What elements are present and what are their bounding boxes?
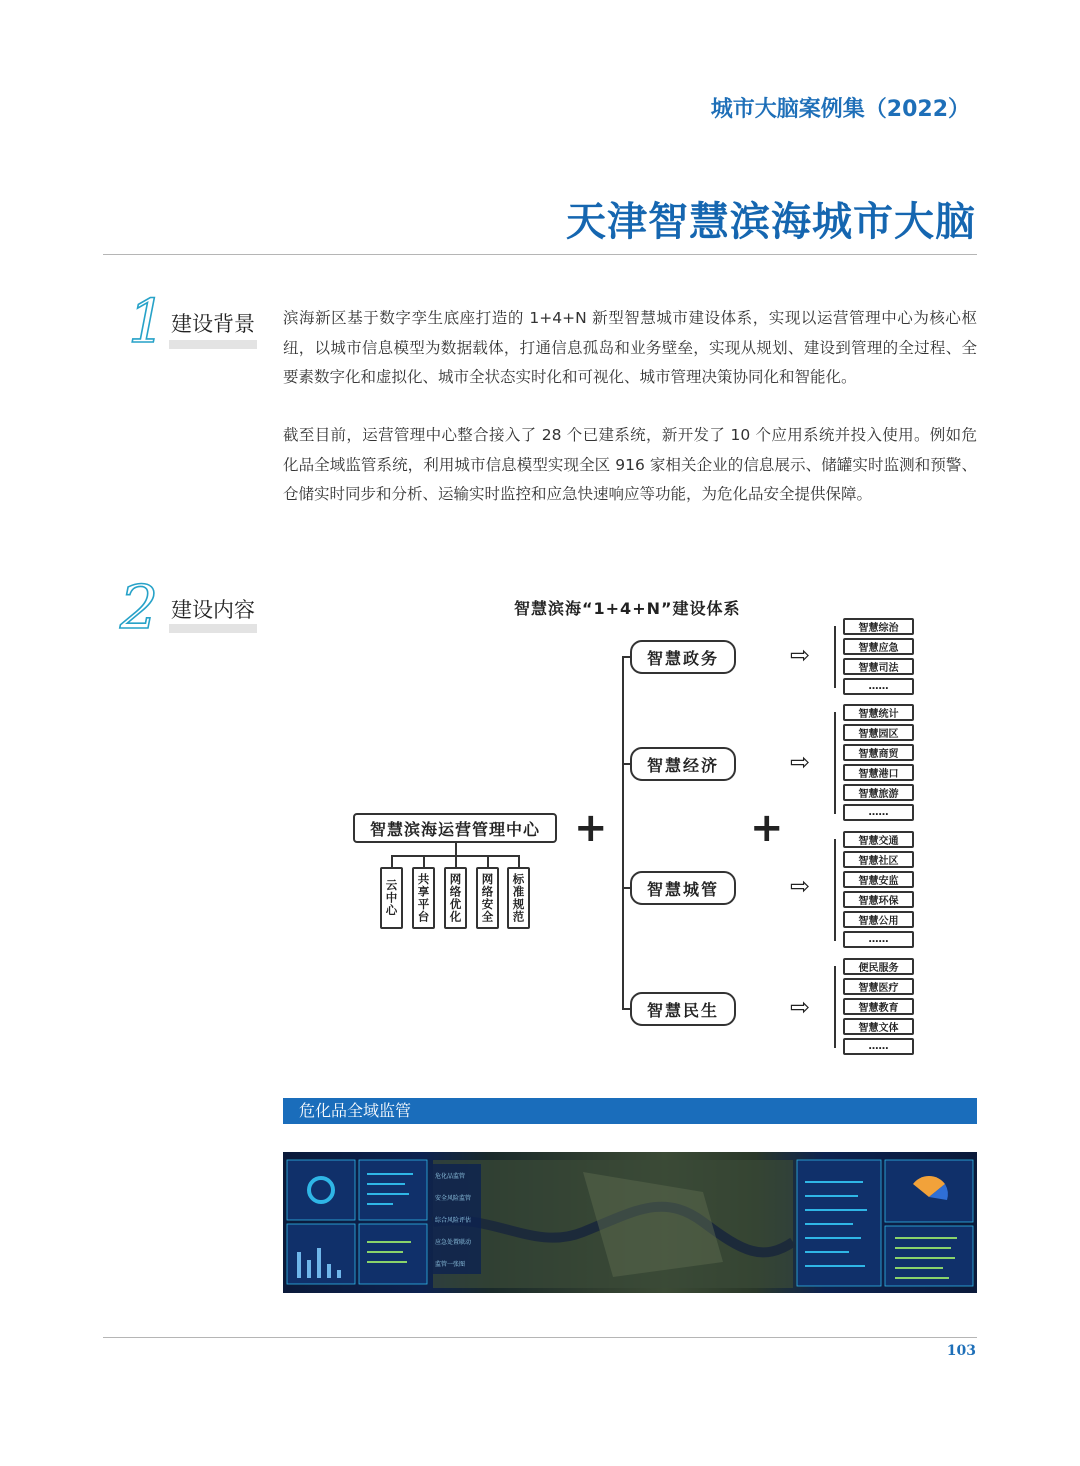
sub-item-box: 智慧司法: [843, 658, 914, 675]
dashboard-screenshot: [283, 1152, 977, 1293]
sub-item-box: 智慧统计: [843, 704, 914, 721]
sub-item-box: ……: [843, 1038, 914, 1055]
pillar-box: 共享平台: [412, 867, 435, 929]
dashboard-menu: [435, 1166, 479, 1276]
sub-item-box: 智慧交通: [843, 831, 914, 848]
sub-item-box: 智慧园区: [843, 724, 914, 741]
left-panel: [359, 1224, 427, 1284]
page-title: 天津智慧滨海城市大脑: [566, 199, 976, 245]
arrow-icon: ⇨: [790, 993, 811, 1021]
sub-bracket: [834, 966, 836, 1048]
arrow-icon: ⇨: [790, 748, 811, 776]
section-1-paragraph-1: 滨海新区基于数字孪生底座打造的 1+4+N 新型智慧城市建设体系，实现以运营管理中心为核心枢纽，以城市信息模型为数据载体，打通信息孤岛和业务壁垒，实现从规划、建设到管理的全过程、全要素数字化和虚拟化、城市全状态实时化和可视化、城市管理决策协同化和智能化。: [283, 309, 977, 386]
section-1-paragraph-2: 截至目前，运营管理中心整合接入了 28 个已建系统，新开发了 10 个应用系统并投入使用。例如危化品全域监管系统，利用城市信息模型实现全区 916 家相关企业的信息展示、储罐实时监测和预警、仓储实时同步和分析、运输实时监控和应急快速响应等功能，为危化品安全提供保障。: [283, 426, 977, 503]
sub-item-box: 智慧综治: [843, 618, 914, 635]
sub-item-box: 智慧公用: [843, 911, 914, 928]
title-divider: [103, 254, 977, 255]
center-box: 智慧滨海运营管理中心: [353, 813, 557, 843]
center-connector: [455, 843, 457, 855]
sub-item-box: 便民服务: [843, 958, 914, 975]
menu-item[interactable]: 应急处置联动: [435, 1239, 472, 1246]
plus-sign: +: [574, 805, 608, 851]
diagram-title: 智慧滨海“1+4+N”建设体系: [514, 599, 741, 618]
section-1-number: 1: [128, 287, 167, 357]
sub-bracket: [834, 839, 836, 941]
section-2-title-bar: [169, 624, 257, 633]
figure-caption-bar: 危化品全域监管: [283, 1098, 977, 1124]
branch-box-livelihood: 智慧民生: [630, 992, 736, 1026]
pillar-tick: [391, 855, 393, 867]
sub-item-box: 智慧医疗: [843, 978, 914, 995]
section-2-number: 2: [120, 573, 159, 643]
pillar-box: 标准规范: [507, 867, 530, 929]
pillar-box: 网络安全: [476, 867, 499, 929]
branch-trunk: [622, 657, 624, 1009]
menu-item[interactable]: 综合风险评估: [435, 1217, 472, 1224]
mini-bar: [297, 1252, 301, 1278]
sub-item-box: 智慧环保: [843, 891, 914, 908]
sub-item-box: 智慧社区: [843, 851, 914, 868]
mini-bar: [337, 1270, 341, 1278]
mini-bar: [317, 1248, 321, 1278]
menu-item[interactable]: 安全风险监管: [435, 1195, 472, 1202]
pillar-tick: [518, 855, 520, 867]
dashboard-graphic: [283, 1152, 977, 1293]
pillar-box: 网络优化: [444, 867, 467, 929]
running-head: 城市大脑案例集（2022）: [710, 97, 970, 122]
sub-item-box: 智慧教育: [843, 998, 914, 1015]
sub-item-box: ……: [843, 678, 914, 695]
left-panel: [359, 1160, 427, 1220]
left-panel: [287, 1160, 355, 1220]
branch-box-gov: 智慧政务: [630, 640, 736, 674]
pillar-box: 云中心: [380, 867, 403, 929]
sub-item-box: ……: [843, 804, 914, 821]
pillar-tick: [487, 855, 489, 867]
sub-bracket: [834, 712, 836, 814]
sub-item-box: 智慧应急: [843, 638, 914, 655]
section-1-title-bar: [169, 340, 257, 349]
menu-item[interactable]: 监管一张图: [435, 1261, 466, 1268]
sub-item-box: 智慧文体: [843, 1018, 914, 1035]
sub-item-box: 智慧商贸: [843, 744, 914, 761]
menu-item[interactable]: 危化品监管: [435, 1173, 466, 1180]
branch-box-economy: 智慧经济: [630, 747, 736, 781]
arrow-icon: ⇨: [790, 641, 811, 669]
page-number: 103: [946, 1343, 976, 1359]
sub-bracket: [834, 626, 836, 688]
sub-item-box: 智慧旅游: [843, 784, 914, 801]
sub-item-box: ……: [843, 931, 914, 948]
branch-box-city: 智慧城管: [630, 871, 736, 905]
pillar-tick: [455, 855, 457, 867]
section-2-title: 建设内容: [171, 598, 255, 622]
arrow-icon: ⇨: [790, 872, 811, 900]
sub-item-box: 智慧港口: [843, 764, 914, 781]
section-1-title: 建设背景: [171, 312, 255, 336]
pillar-tick: [423, 855, 425, 867]
sub-item-box: 智慧安监: [843, 871, 914, 888]
footer-divider: [103, 1337, 977, 1338]
plus-sign: +: [750, 805, 784, 851]
mini-bar: [307, 1260, 311, 1278]
mini-bar: [327, 1264, 331, 1278]
